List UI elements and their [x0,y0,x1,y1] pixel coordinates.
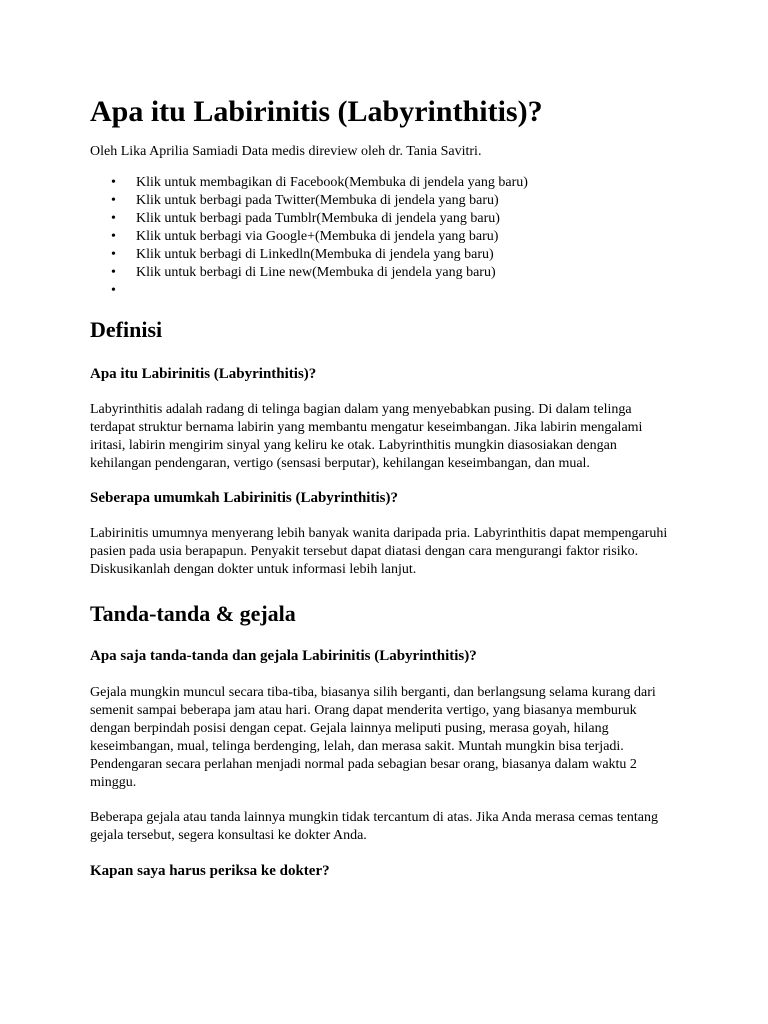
paragraph-seberapa-umum: Labirinitis umumnya menyerang lebih banyak wanita daripada pria. Labyrinthitis dapat mempengaruhi pasien pada usia berapapun. Penyakit tersebut dapat diatasi dengan cara mengurangi faktor risiko. Diskusikanlah dengan dokter untuk informasi lebih lanjut. [90,526,668,577]
bullet-icon: • [111,175,116,190]
bullet-icon: • [111,247,116,262]
share-item-facebook[interactable] [90,174,678,192]
page-title: Apa itu Labirinitis (Labyrinthitis)? [90,95,543,128]
share-item-label[interactable]: Klik untuk berbagi di Linkedln(Membuka di jendela yang baru) [136,247,494,262]
share-item-line[interactable] [90,264,678,282]
bullet-icon: • [111,211,116,226]
share-item-label[interactable]: Klik untuk berbagi di Line new(Membuka di jendela yang baru) [136,265,496,280]
paragraph-definisi: Labyrinthitis adalah radang di telinga bagian dalam yang menyebabkan pusing. Di dalam telinga terdapat struktur bernama labirin yang membantu mengatur keseimbangan. Jika labirin mengalami iritasi, labirin mengirim sinyal yang keliru ke otak. Labyrinthitis mungkin diasosiakan dengan kehilangan pendengaran, vertigo (sensasi berputar), kehilangan keseimbangan, dan mual. [90,402,643,471]
subheading-tanda-gejala: Apa saja tanda-tanda dan gejala Labirinitis (Labyrinthitis)? [90,648,477,664]
bullet-icon: • [111,229,116,244]
subheading-apa-itu: Apa itu Labirinitis (Labyrinthitis)? [90,366,317,382]
subheading-kapan-ke-dokter: Kapan saya harus periksa ke dokter? [90,863,330,879]
share-item-label[interactable]: Klik untuk berbagi via Google+(Membuka di jendela yang baru) [136,229,499,244]
share-list [90,174,678,300]
share-item-google-plus[interactable] [90,228,678,246]
bullet-icon: • [111,193,116,208]
share-item-twitter[interactable] [90,192,678,210]
share-item-label[interactable]: Klik untuk membagikan di Facebook(Membuka di jendela yang baru) [136,175,528,190]
section-heading-definisi: Definisi [90,317,163,342]
bullet-icon: • [111,283,116,298]
subheading-seberapa-umum: Seberapa umumkah Labirinitis (Labyrinthitis)? [90,490,398,506]
paragraph-gejala: Gejala mungkin muncul secara tiba-tiba, biasanya silih berganti, dan berlangsung selama kurang dari semenit sampai beberapa jam atau hari. Orang dapat menderita vertigo, yang biasanya memburuk dengan berpindah posisi dengan cepat. Gejala lainnya meliputi pusing, merasa goyah, hilang keseimbangan, mual, telinga berdenging, lelah, dan merasa sakit. Muntah mungkin bisa terjadi. Pendengaran secara perlahan menjadi normal pada sebagian besar orang, biasanya dalam waktu 2 minggu. [90,685,656,790]
section-heading-tanda-gejala: Tanda-tanda & gejala [90,601,296,626]
share-item-empty [90,282,678,300]
byline: Oleh Lika Aprilia Samiadi Data medis direview oleh dr. Tania Savitri. [90,144,482,159]
bullet-icon: • [111,265,116,280]
paragraph-gejala-lainnya: Beberapa gejala atau tanda lainnya mungkin tidak tercantum di atas. Jika Anda merasa cemas tentang gejala tersebut, segera konsultasi ke dokter Anda. [90,810,658,843]
share-item-label[interactable]: Klik untuk berbagi pada Twitter(Membuka di jendela yang baru) [136,193,499,208]
share-item-linkedin[interactable] [90,246,678,264]
share-item-tumblr[interactable] [90,210,678,228]
share-item-label[interactable]: Klik untuk berbagi pada Tumblr(Membuka di jendela yang baru) [136,211,500,226]
